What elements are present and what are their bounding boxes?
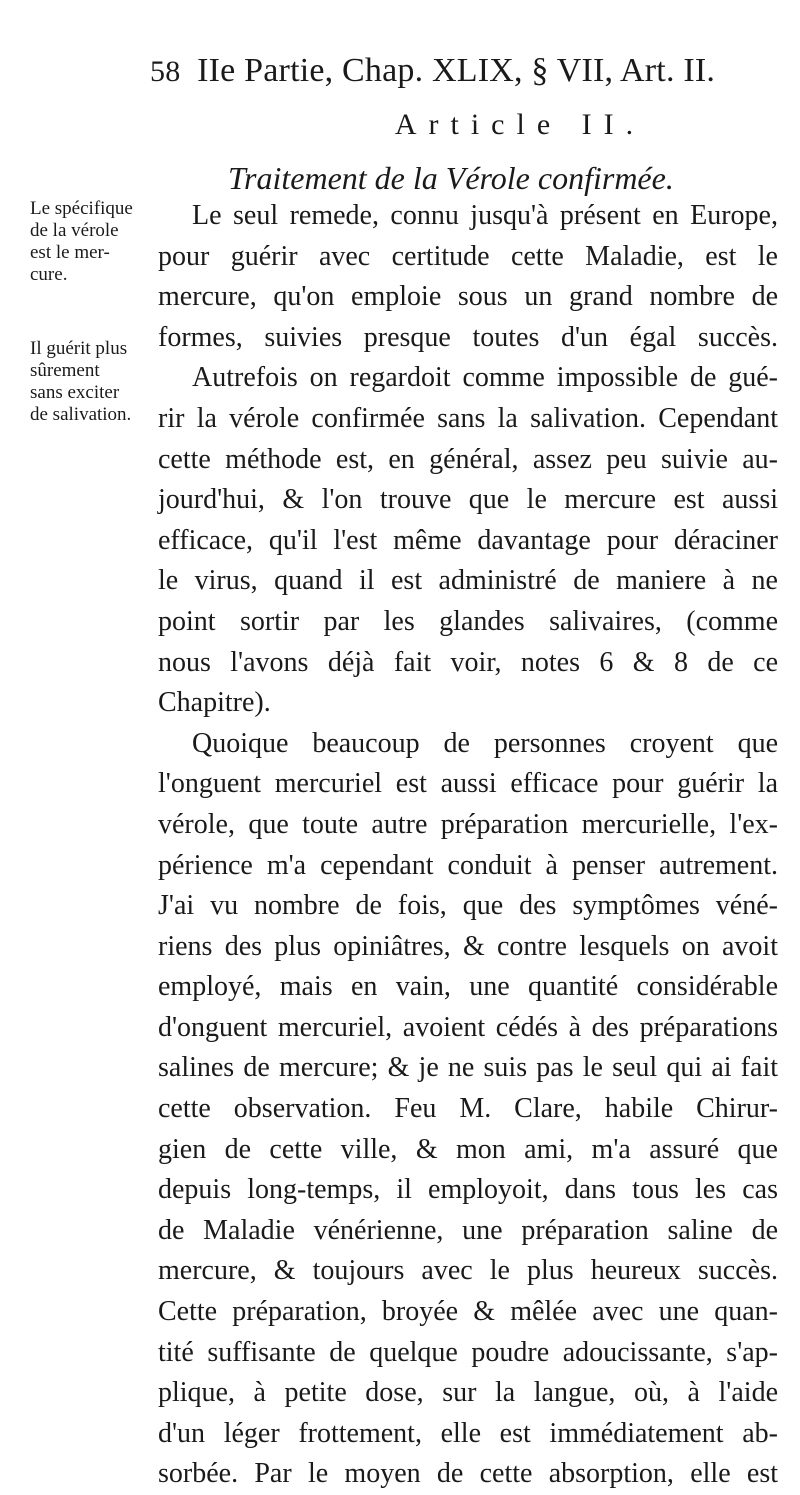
margin-note-line: Il guérit plus: [30, 338, 128, 359]
text-line: Chapitre).: [158, 687, 271, 719]
page-number: 58: [150, 55, 181, 88]
margin-note-line: cure.: [30, 264, 68, 285]
text-line: gien de cette ville, & mon ami, m'a assuré que: [158, 1133, 778, 1165]
text-line: nous l'avons déjà fait voir, notes 6 & 8 de ce: [158, 646, 778, 678]
text-line: salines de mercure; & je ne suis pas le seul qui ai fait: [158, 1052, 778, 1084]
text-line: plique, à petite dose, sur la langue, où, à l'aide: [158, 1377, 778, 1409]
section-title: Traitement de la Vérole confirmée.: [228, 160, 674, 196]
text-line: rir la vérole confirmée sans la salivation. Cependant: [158, 402, 778, 434]
text-line: l'onguent mercuriel est aussi efficace pour guérir la: [158, 768, 778, 800]
text-line: sorbée. Par le moyen de cette absorption, elle est: [158, 1458, 778, 1490]
margin-note-line: de salivation.: [30, 404, 132, 425]
text-line: Autrefois on regardoit comme impossible de gué-: [192, 362, 778, 394]
text-line: d'un léger frottement, elle est immédiatement ab-: [158, 1417, 778, 1449]
text-line: mercure, & toujours avec le plus heureux succès.: [158, 1255, 778, 1287]
margin-note-line: sûrement: [30, 360, 100, 381]
text-line: employé, mais en vain, une quantité considérable: [158, 971, 778, 1003]
text-line: vérole, que toute autre préparation mercurielle, l'ex-: [158, 808, 778, 840]
article-heading: Article II.: [394, 108, 646, 141]
text-line: Quoique beaucoup de personnes croyent que: [192, 727, 778, 759]
text-line: de Maladie vénérienne, une préparation saline de: [158, 1214, 778, 1246]
text-line: formes, suivies presque toutes d'un égal succès.: [158, 321, 778, 353]
text-line: le virus, quand il est administré de maniere à ne: [158, 565, 778, 597]
text-line: Cette préparation, broyée & mêlée avec une quan-: [158, 1296, 778, 1328]
running-head: [150, 52, 715, 90]
running-head-title: IIe Partie, Chap. XLIX, § VII, Art. II.: [197, 52, 716, 89]
margin-note-specifique: [30, 198, 148, 286]
text-line: jourd'hui, & l'on trouve que le mercure est aussi: [158, 484, 778, 516]
margin-note-salivation: [30, 338, 148, 426]
margin-note-line: Le spécifique: [30, 198, 133, 219]
text-line: mercure, qu'on emploie sous un grand nombre de: [158, 281, 778, 313]
text-line: efficace, qu'il l'est même davantage pour déraciner: [158, 524, 778, 556]
text-line: point sortir par les glandes salivaires, (comme: [158, 605, 778, 637]
text-line: J'ai vu nombre de fois, que des symptômes véné-: [158, 890, 778, 922]
margin-note-line: est le mer-: [30, 242, 110, 263]
text-line: d'onguent mercuriel, avoient cédés à des préparations: [158, 1011, 778, 1043]
text-line: Le seul remede, connu jusqu'à présent en Europe,: [192, 200, 778, 231]
text-line: riens des plus opiniâtres, & contre lesquels on avoit: [158, 930, 778, 962]
margin-note-line: sans exciter: [30, 382, 120, 403]
body-text: [158, 196, 778, 1495]
text-line: tité suffisante de quelque poudre adoucissante, s'ap-: [158, 1336, 778, 1368]
text-line: pour guérir avec certitude cette Maladie, est le: [158, 240, 778, 272]
text-line: périence m'a cependant conduit à penser autrement.: [158, 849, 778, 881]
text-line: cette méthode est, en général, assez peu suivie au-: [158, 443, 778, 475]
text-line: depuis long-temps, il employoit, dans tous les cas: [158, 1174, 778, 1206]
text-line: cette observation. Feu M. Clare, habile Chirur-: [158, 1093, 778, 1125]
margin-note-line: de la vérole: [30, 220, 119, 241]
